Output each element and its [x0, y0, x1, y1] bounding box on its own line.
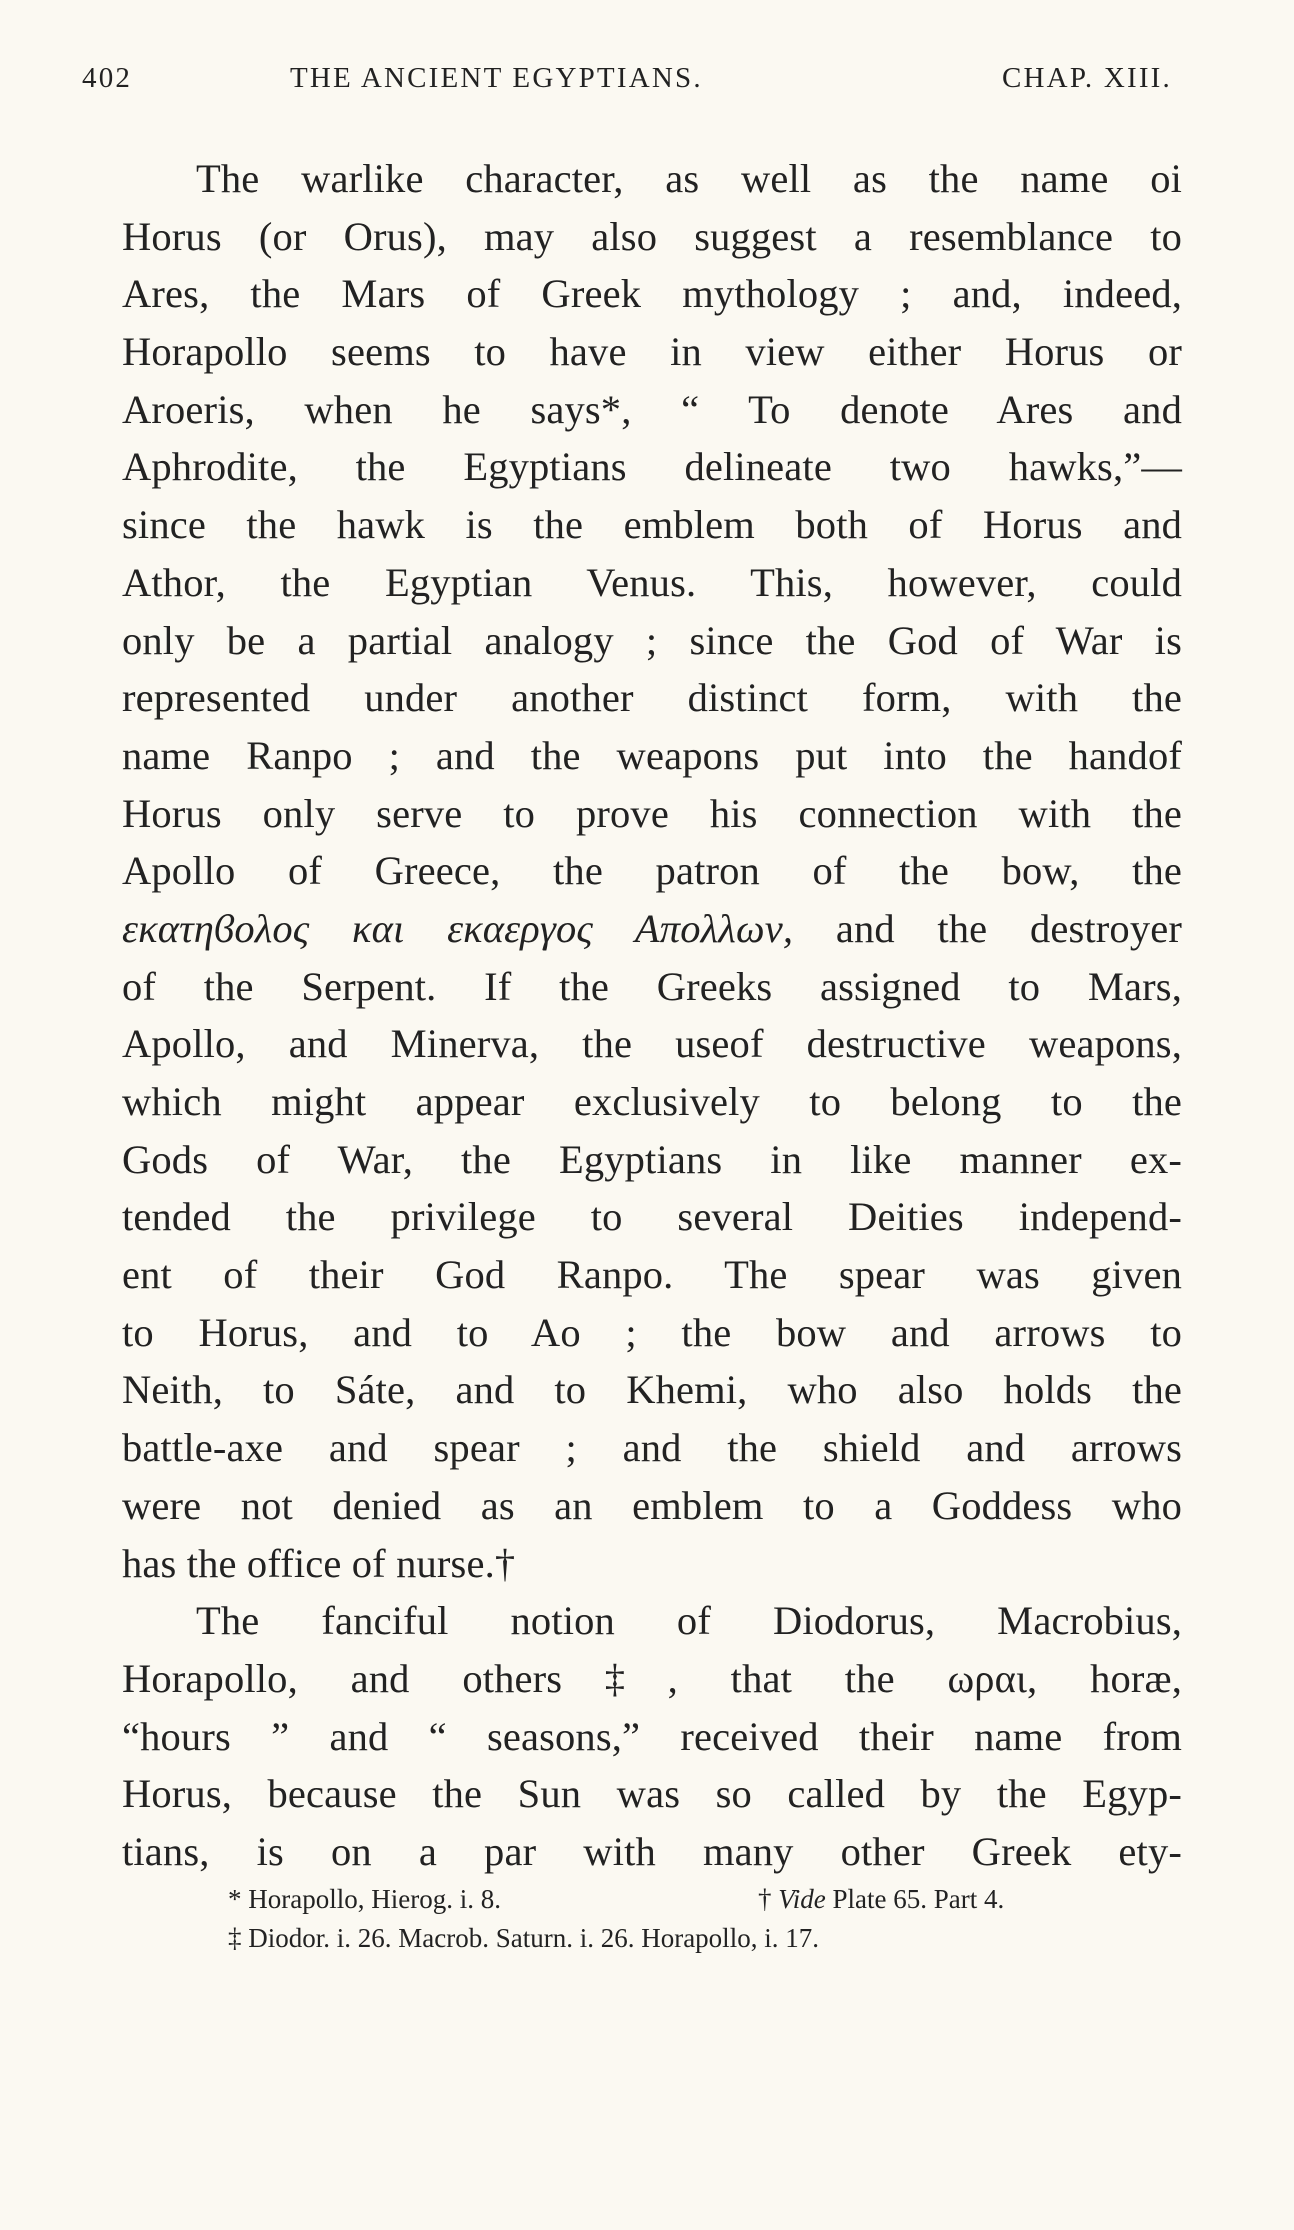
vide-word: Vide: [778, 1884, 826, 1914]
footnote-row: [122, 1880, 1182, 1919]
text-line: only be a partial analogy ; since the God of War is: [122, 617, 1182, 663]
text-line: which might appear exclusively to belong to the: [122, 1079, 1182, 1124]
footnote-1: * Horapollo, Hierog. i. 8.: [228, 1884, 501, 1914]
footnote-row: [122, 1919, 1182, 1958]
text-line: The fanciful notion of Diodorus, Macrobius,: [196, 1598, 1182, 1644]
text-line: Gods of War, the Egyptians in like manner ex-: [122, 1136, 1182, 1182]
text-line: of the Serpent. If the Greeks assigned to Mars,: [122, 963, 1182, 1009]
text-line: were not denied as an emblem to a Goddess who: [122, 1482, 1182, 1528]
footnote-2-text: Plate 65. Part 4.: [832, 1884, 1005, 1914]
greek-phrase: εκατηϐολος και εκαεργος Απολλων,: [122, 905, 794, 951]
text-line: Aroeris, when he says*, “ To denote Ares and: [122, 386, 1182, 432]
chapter-label: CHAP. XIII.: [1001, 62, 1172, 94]
text-line: Aphrodite, the Egyptians delineate two hawks,”—: [122, 444, 1182, 490]
text-line: to Horus, and to Ao ; the bow and arrows to: [122, 1309, 1182, 1355]
text-line: Apollo of Greece, the patron of the bow, the: [122, 848, 1182, 894]
text-line: tended the privilege to several Deities independ-: [122, 1194, 1182, 1240]
text-line: Apollo, and Minerva, the useof destructive weapons,: [122, 1021, 1182, 1067]
text-line: The warlike character, as well as the name oi: [196, 156, 1182, 201]
text-line: Ares, the Mars of Greek mythology ; and, indeed,: [122, 271, 1182, 317]
text-line: represented under another distinct form, with the: [122, 675, 1182, 721]
text-line: Neith, to Sáte, and to Khemi, who also holds the: [122, 1367, 1182, 1413]
text-line: tians, is on a par with many other Greek ety-: [122, 1828, 1182, 1874]
text-line: Horus (or Orus), may also suggest a resemblance to: [122, 213, 1182, 259]
text-line: ent of their God Ranpo. The spear was given: [122, 1252, 1182, 1298]
body-text: [122, 150, 1182, 1881]
running-head: [82, 62, 1172, 110]
text-line: has the office of nurse.†: [122, 1540, 516, 1586]
text-line: Horus, because the Sun was so called by the Egyp-: [122, 1771, 1182, 1817]
text-fragment: and the destroyer: [835, 905, 1182, 951]
text-line: name Ranpo ; and the weapons put into the handof: [122, 732, 1182, 778]
page-number: 402: [82, 62, 133, 94]
text-line-with-greek: [122, 900, 1182, 958]
footnote-3: ‡ Diodor. i. 26. Macrob. Saturn. i. 26. Horapollo, i. 17.: [228, 1923, 819, 1953]
text-line: “hours ” and “ seasons,” received their name from: [122, 1713, 1182, 1759]
footnote-2: [758, 1880, 1004, 1919]
text-line: since the hawk is the emblem both of Horus and: [122, 502, 1182, 548]
text-line: Horus only serve to prove his connection with the: [122, 790, 1182, 836]
running-title: THE ANCIENT EGYPTIANS.: [290, 62, 703, 94]
footnotes: [122, 1880, 1182, 1958]
dagger-mark: †: [758, 1884, 772, 1914]
text-line: Horapollo seems to have in view either Horus or: [122, 329, 1182, 375]
text-line: battle-axe and spear ; and the shield and arrows: [122, 1425, 1182, 1471]
text-line: Horapollo, and others‡, that the ωραι, horæ,: [122, 1655, 1182, 1701]
text-line: Athor, the Egyptian Venus. This, however, could: [122, 559, 1182, 605]
